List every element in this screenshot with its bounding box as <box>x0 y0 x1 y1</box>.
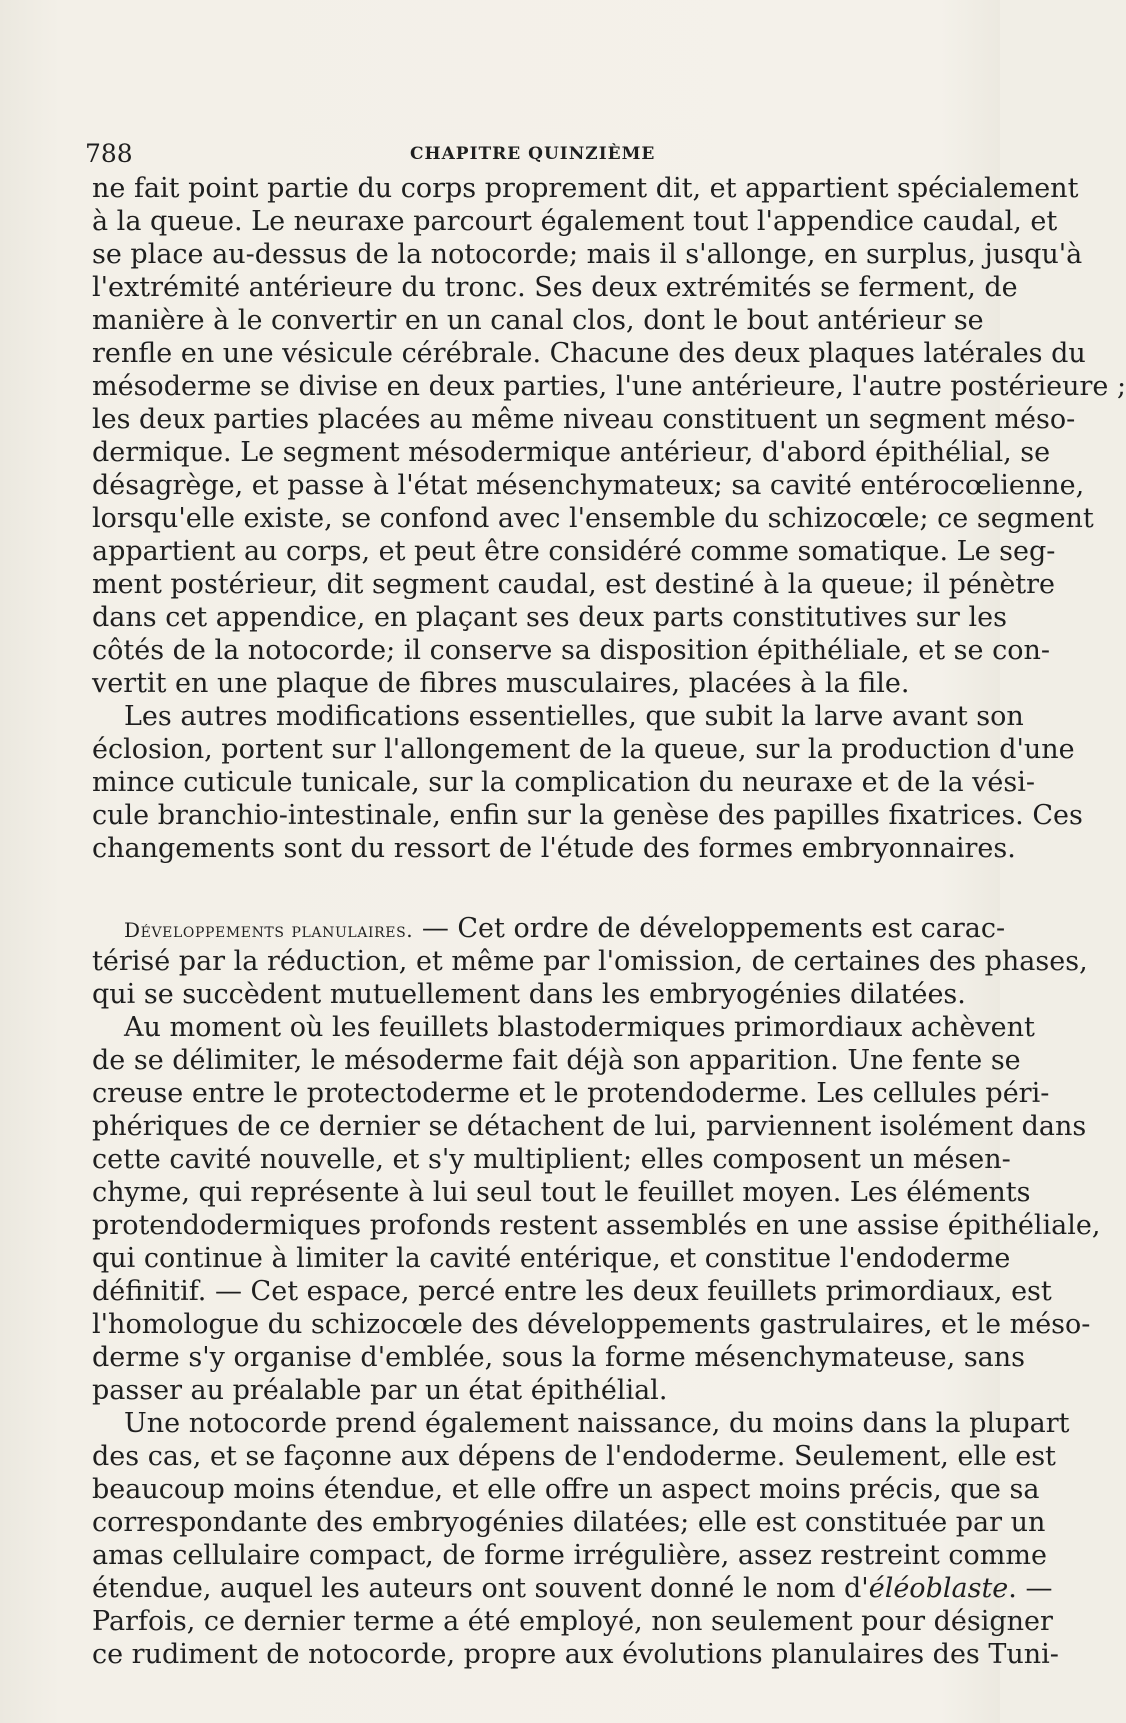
text-line: changements sont du ressort de l'étude des formes embryonnaires. <box>92 833 1016 864</box>
italic-term: éléoblaste <box>868 1573 1009 1604</box>
text-line: l'extrémité antérieure du tronc. Ses deux extrémités se ferment, de <box>92 272 1018 303</box>
paragraph-1 <box>92 172 1126 700</box>
paragraph-4 <box>92 1011 1101 1407</box>
text-line: à la queue. Le neuraxe parcourt également tout l'appendice caudal, et <box>92 206 1058 237</box>
text-line: l'homologue du schizocœle des développements gastrulaires, et le méso- <box>92 1309 1091 1340</box>
section-heading-line <box>92 912 1006 945</box>
text-line: des cas, et se façonne aux dépens de l'endoderme. Seulement, elle est <box>92 1441 1056 1472</box>
text-line: passer au préalable par un état épithélial. <box>92 1375 668 1406</box>
text-line: mince cuticule tunicale, sur la complication du neuraxe et de la vési- <box>92 767 1036 798</box>
text-line: ne fait point partie du corps proprement dit, et appartient spécialement <box>92 173 1079 204</box>
text-line: lorsqu'elle existe, se confond avec l'ensemble du schizocœle; ce segment <box>92 503 1094 534</box>
text-line: se place au-dessus de la notocorde; mais il s'allonge, en surplus, jusqu'à <box>92 239 1083 270</box>
page-number: 788 <box>85 139 133 168</box>
text-line: phériques de ce dernier se détachent de lui, parviennent isolément dans <box>92 1111 1087 1142</box>
paragraph-5 <box>92 1407 1070 1671</box>
heading-continuation: — Cet ordre de développements est carac- <box>413 913 1006 944</box>
text-line: définitif. — Cet espace, percé entre les deux feuillets primordiaux, est <box>92 1276 1052 1307</box>
paragraph-3 <box>92 912 1088 1011</box>
body-text <box>92 172 1126 1671</box>
text-line: protendodermiques profonds restent assemblés en une assise épithéliale, <box>92 1210 1101 1241</box>
text-line: renfle en une vésicule cérébrale. Chacune des deux plaques latérales du <box>92 338 1086 369</box>
text-line: vertit en une plaque de fibres musculaires, placées à la file. <box>92 668 910 699</box>
page-header <box>85 138 965 174</box>
text-line-with-term <box>92 1572 1053 1605</box>
text-line: qui se succèdent mutuellement dans les embryogénies dilatées. <box>92 979 966 1010</box>
text-after-term: . — <box>1008 1573 1053 1604</box>
text-line: dans cet appendice, en plaçant ses deux parts constitutives sur les <box>92 602 1007 633</box>
text-line: appartient au corps, et peut être considéré comme somatique. Le seg- <box>92 536 1056 567</box>
text-line: cette cavité nouvelle, et s'y multiplient; elles composent un mésen- <box>92 1144 1011 1175</box>
text-line: térisé par la réduction, et même par l'omission, de certaines des phases, <box>92 946 1088 977</box>
text-line: de se délimiter, le mésoderme fait déjà son apparition. Une fente se <box>92 1045 1021 1076</box>
text-before-term: étendue, auquel les auteurs ont souvent donné le nom d' <box>92 1573 869 1604</box>
text-line: côtés de la notocorde; il conserve sa disposition épithéliale, et se con- <box>92 635 1050 666</box>
text-line: cule branchio-intestinale, enfin sur la genèse des papilles fixatrices. Ces <box>92 800 1083 831</box>
text-line: manière à le convertir en un canal clos, dont le bout antérieur se <box>92 305 984 336</box>
text-line: les deux parties placées au même niveau constituent un segment méso- <box>92 404 1076 435</box>
text-line: Au moment où les feuillets blastodermiques primordiaux achèvent <box>124 1012 1035 1043</box>
section-heading: Développements planulaires. <box>124 918 414 942</box>
text-line: qui continue à limiter la cavité entérique, et constitue l'endoderme <box>92 1243 1011 1274</box>
text-line: mésoderme se divise en deux parties, l'une antérieure, l'autre postérieure ; <box>92 371 1126 402</box>
text-line: Les autres modifications essentielles, que subit la larve avant son <box>124 701 1024 732</box>
text-line: amas cellulaire compact, de forme irrégulière, assez restreint comme <box>92 1540 1047 1571</box>
text-line: désagrège, et passe à l'état mésenchymateux; sa cavité entérocœlienne, <box>92 470 1085 501</box>
text-line: beaucoup moins étendue, et elle offre un aspect moins précis, que sa <box>92 1474 1040 1505</box>
text-line: creuse entre le protectoderme et le protendoderme. Les cellules péri- <box>92 1078 1050 1109</box>
paragraph-2 <box>92 700 1083 865</box>
text-line: chyme, qui représente à lui seul tout le feuillet moyen. Les éléments <box>92 1177 1031 1208</box>
text-line: éclosion, portent sur l'allongement de la queue, sur la production d'une <box>92 734 1075 765</box>
running-title: CHAPITRE QUINZIÈME <box>410 144 656 164</box>
text-line: derme s'y organise d'emblée, sous la forme mésenchymateuse, sans <box>92 1342 1026 1373</box>
text-line: correspondante des embryogénies dilatées; elle est constituée par un <box>92 1507 1046 1538</box>
text-line: Parfois, ce dernier terme a été employé, non seulement pour désigner <box>92 1606 1053 1637</box>
section-gap <box>92 865 972 912</box>
text-line: ce rudiment de notocorde, propre aux évolutions planulaires des Tuni- <box>92 1639 1059 1670</box>
text-line: dermique. Le segment mésodermique antérieur, d'abord épithélial, se <box>92 437 1051 468</box>
text-line: Une notocorde prend également naissance, du moins dans la plupart <box>124 1408 1070 1439</box>
text-line: ment postérieur, dit segment caudal, est destiné à la queue; il pénètre <box>92 569 1056 600</box>
